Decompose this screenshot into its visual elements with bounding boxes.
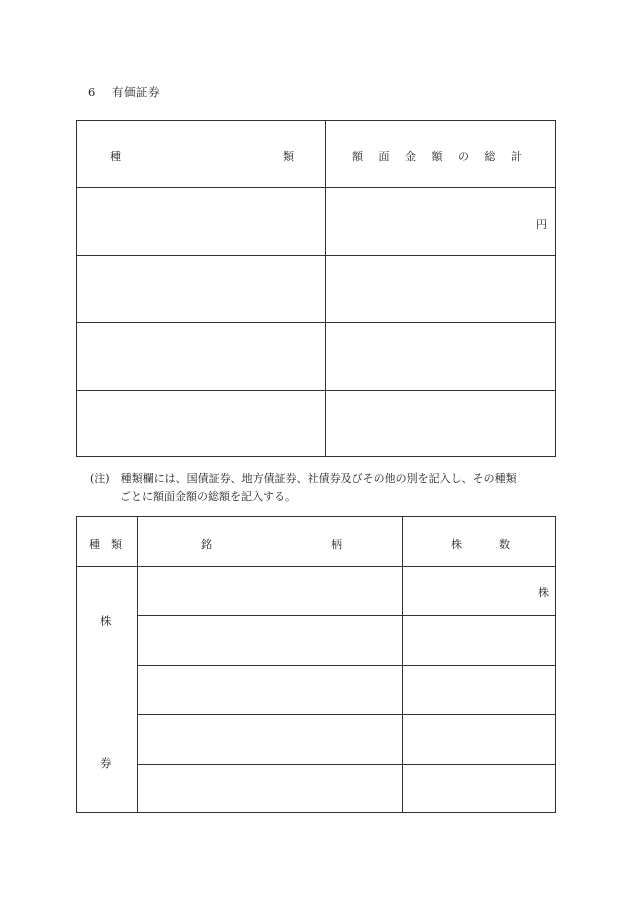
yen-unit-label: 円: [536, 218, 547, 231]
issue-name-header-char-1: 銘: [201, 538, 212, 551]
stock-side-label-bottom: 券: [100, 756, 112, 770]
footnote-line-2: ごとに額面金額の総額を記入する。: [120, 490, 296, 503]
row-divider: [138, 764, 555, 765]
footnote: [90, 470, 560, 506]
type-column-header: [77, 121, 325, 188]
share-count-header-char-2: 数: [499, 538, 510, 551]
header-divider: [77, 566, 555, 567]
row-divider: [138, 615, 555, 616]
stock-side-label-top: 株: [100, 614, 112, 628]
type-header-char-2: 類: [283, 150, 294, 163]
row-divider: [77, 390, 555, 391]
type-column-header: 種類: [89, 538, 133, 551]
section-number: 6: [88, 85, 96, 99]
row-divider: [77, 322, 555, 323]
securities-type-table: [76, 120, 556, 457]
type-header-char-1: 種: [110, 150, 121, 163]
row-divider: [138, 665, 555, 666]
shares-unit-label: 株: [538, 586, 549, 599]
section-heading: [88, 84, 160, 100]
row-divider: [77, 255, 555, 256]
row-divider: [138, 714, 555, 715]
share-count-header-char-1: 株: [451, 538, 462, 551]
face-value-total-header: 額面金額の総計: [352, 150, 538, 163]
column-divider: [325, 121, 326, 456]
section-title: 有価証券: [111, 85, 160, 99]
stock-certificate-table: [76, 516, 556, 813]
footnote-line-1: (注) 種類欄には、国債証券、地方債証券、社債券及びその他の別を記入し、その種類: [90, 472, 517, 485]
issue-name-header-char-2: 柄: [331, 538, 342, 551]
